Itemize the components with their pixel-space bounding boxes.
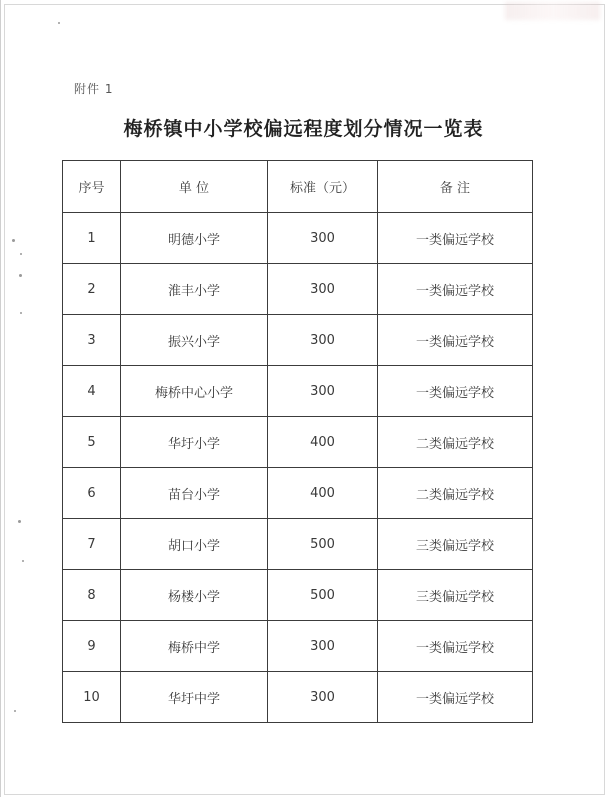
table-row	[63, 213, 533, 264]
page-title: 梅桥镇中小学校偏远程度划分情况一览表	[123, 118, 484, 140]
cell-standard: 300	[268, 672, 378, 723]
cell-note: 一类偏远学校	[378, 366, 533, 417]
cell-unit: 苗台小学	[121, 468, 268, 519]
cell-note: 二类偏远学校	[378, 468, 533, 519]
cell-standard: 400	[268, 468, 378, 519]
cell-note: 一类偏远学校	[378, 264, 533, 315]
cell-seq: 6	[63, 468, 121, 519]
cell-standard: 500	[268, 570, 378, 621]
cell-unit: 明德小学	[121, 213, 268, 264]
cell-standard: 400	[268, 417, 378, 468]
table-row	[63, 264, 533, 315]
scan-speck	[12, 239, 15, 242]
cell-unit: 华圩小学	[121, 417, 268, 468]
cell-seq: 4	[63, 366, 121, 417]
cell-standard: 300	[268, 621, 378, 672]
scan-smudge	[505, 2, 600, 20]
cell-standard: 300	[268, 213, 378, 264]
cell-unit: 杨楼小学	[121, 570, 268, 621]
cell-note: 一类偏远学校	[378, 672, 533, 723]
cell-standard: 300	[268, 264, 378, 315]
cell-seq: 1	[63, 213, 121, 264]
cell-unit: 胡口小学	[121, 519, 268, 570]
school-remoteness-table	[62, 160, 533, 723]
table-row	[63, 519, 533, 570]
cell-seq: 2	[63, 264, 121, 315]
header-unit: 单 位	[121, 161, 268, 213]
table-row	[63, 417, 533, 468]
scan-speck	[58, 22, 60, 24]
scan-speck	[20, 253, 22, 255]
cell-seq: 7	[63, 519, 121, 570]
table-row	[63, 621, 533, 672]
cell-unit: 梅桥中心小学	[121, 366, 268, 417]
cell-note: 三类偏远学校	[378, 519, 533, 570]
cell-unit: 梅桥中学	[121, 621, 268, 672]
table-row	[63, 468, 533, 519]
table-row	[63, 672, 533, 723]
scan-speck	[19, 274, 22, 277]
scan-speck	[22, 560, 24, 562]
header-note: 备 注	[378, 161, 533, 213]
cell-unit: 淮丰小学	[121, 264, 268, 315]
header-standard: 标准（元）	[268, 161, 378, 213]
cell-standard: 500	[268, 519, 378, 570]
cell-note: 一类偏远学校	[378, 315, 533, 366]
cell-standard: 300	[268, 315, 378, 366]
cell-seq: 5	[63, 417, 121, 468]
table-row	[63, 315, 533, 366]
table-row	[63, 366, 533, 417]
cell-seq: 3	[63, 315, 121, 366]
scan-speck	[20, 312, 22, 314]
cell-unit: 华圩中学	[121, 672, 268, 723]
table-row	[63, 570, 533, 621]
header-seq: 序号	[63, 161, 121, 213]
cell-unit: 振兴小学	[121, 315, 268, 366]
cell-note: 一类偏远学校	[378, 621, 533, 672]
cell-standard: 300	[268, 366, 378, 417]
cell-note: 三类偏远学校	[378, 570, 533, 621]
scan-speck	[14, 710, 16, 712]
cell-seq: 9	[63, 621, 121, 672]
cell-seq: 10	[63, 672, 121, 723]
attachment-label: 附件 1	[74, 82, 114, 96]
cell-note: 一类偏远学校	[378, 213, 533, 264]
cell-note: 二类偏远学校	[378, 417, 533, 468]
cell-seq: 8	[63, 570, 121, 621]
scan-speck	[18, 520, 21, 523]
table-header-row	[63, 161, 533, 213]
